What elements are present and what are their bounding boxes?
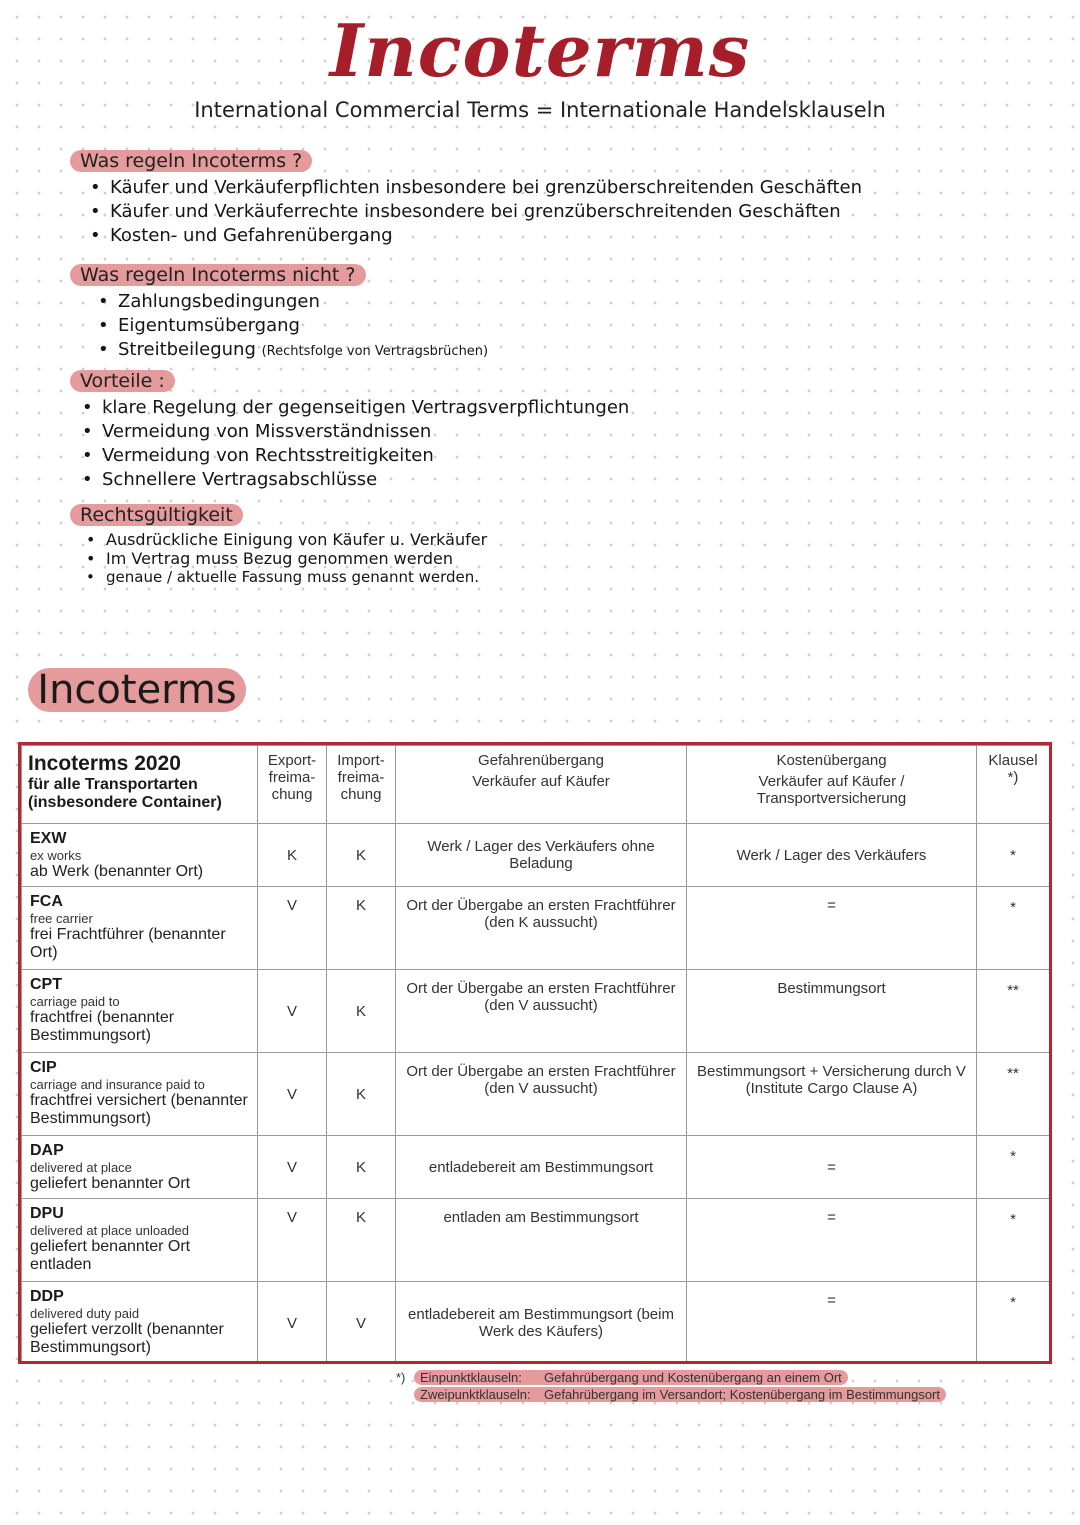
clause-english: free carrier <box>30 911 93 926</box>
clause-german: frachtfrei versichert (benannter Bestimmungsort) <box>30 1092 248 1127</box>
clause-english: delivered duty paid <box>30 1306 140 1321</box>
risk-cell: Ort der Übergabe an ersten Frachtführer (den K aussucht) <box>396 887 687 970</box>
clause-english: carriage and insurance paid to <box>30 1077 205 1092</box>
import-cell: K <box>327 1053 396 1136</box>
clause-type-cell: * <box>977 824 1050 887</box>
clause-type-cell: * <box>977 1282 1050 1365</box>
export-cell: V <box>258 1199 327 1282</box>
incoterms-table-frame <box>18 742 1052 1364</box>
clause-german: geliefert benannter Ort entladen <box>30 1238 191 1273</box>
clause-cell <box>22 1053 258 1136</box>
clause-cell <box>22 1282 258 1365</box>
table-header-row <box>22 746 1050 824</box>
clause-english: delivered at place <box>30 1160 132 1175</box>
header-risk-transfer <box>396 746 687 824</box>
table-section-heading: Incoterms <box>28 668 246 712</box>
export-cell: K <box>258 824 327 887</box>
list-item: • Kosten- und Gefahrenübergang <box>90 224 862 248</box>
risk-cell: entladen am Bestimmungsort <box>396 1199 687 1282</box>
page-subtitle: International Commercial Terms = Internationale Handelsklauseln <box>194 98 886 122</box>
clause-code: FCA <box>30 893 63 910</box>
header-export: Export-freima-chung <box>258 746 327 824</box>
section-heading: Was regeln Incoterms ? <box>70 150 312 172</box>
clause-code: DDP <box>30 1288 64 1305</box>
clause-code: DAP <box>30 1142 64 1159</box>
section-what-incoterms-do-not-regulate <box>70 264 488 364</box>
list-item-text: Streitbeilegung <box>118 339 256 360</box>
footnote-row-one-point <box>396 1369 946 1386</box>
footnote-mark: *) <box>396 1370 406 1385</box>
clause-cell <box>22 887 258 970</box>
footnote-label: Zweipunktklauseln: <box>420 1387 531 1402</box>
header-import: Import-freima-chung <box>327 746 396 824</box>
cost-cell: Bestimmungsort <box>687 970 977 1053</box>
clause-german: frei Frachtführer (benannter Ort) <box>30 926 226 961</box>
page-title: Incoterms <box>329 8 751 93</box>
table-footnote <box>396 1369 946 1403</box>
section-advantages <box>70 370 629 492</box>
section-heading: Was regeln Incoterms nicht ? <box>70 264 366 286</box>
table-row <box>22 970 1050 1053</box>
clause-cell <box>22 1136 258 1199</box>
section-what-incoterms-regulate <box>70 150 862 248</box>
import-cell: K <box>327 970 396 1053</box>
cost-cell: Bestimmungsort + Versicherung durch V (Institute Cargo Clause A) <box>687 1053 977 1136</box>
footnote-text: Gefahrübergang und Kostenübergang an einem Ort <box>544 1370 842 1385</box>
cost-cell: = <box>687 1282 977 1365</box>
export-cell: V <box>258 1053 327 1136</box>
table-row <box>22 1199 1050 1282</box>
table-subtitle: (insbesondere Container) <box>28 794 222 811</box>
footnote-text: Gefahrübergang im Versandort; Kostenübergang im Bestimmungsort <box>544 1387 940 1402</box>
clause-english: ex works <box>30 848 82 863</box>
list-item: • Vermeidung von Missverständnissen <box>82 420 629 444</box>
header-risk-title: Gefahrenübergang <box>478 752 604 769</box>
list-item: • genaue / aktuelle Fassung muss genannt werden. <box>86 568 487 587</box>
clause-english: carriage paid to <box>30 994 120 1009</box>
import-cell: K <box>327 1199 396 1282</box>
export-cell: V <box>258 970 327 1053</box>
list-item: • Käufer und Verkäuferrechte insbesondere bei grenzüberschreitenden Geschäften <box>90 200 862 224</box>
section-heading: Vorteile : <box>70 370 175 392</box>
clause-code: CPT <box>30 976 62 993</box>
list-item: • Eigentumsübergang <box>98 314 488 338</box>
clause-type-cell: * <box>977 1136 1050 1199</box>
header-cost-transfer <box>687 746 977 824</box>
clause-type-cell: ** <box>977 970 1050 1053</box>
cost-cell: = <box>687 887 977 970</box>
risk-cell: Ort der Übergabe an ersten Frachtführer (den V aussucht) <box>396 1053 687 1136</box>
clause-german: geliefert verzollt (benannter Bestimmungsort) <box>30 1321 224 1356</box>
footnote-one-point <box>414 1370 848 1385</box>
list-item: • klare Regelung der gegenseitigen Vertragsverpflichtungen <box>82 396 629 420</box>
clause-cell <box>22 970 258 1053</box>
table-row <box>22 1136 1050 1199</box>
list-item: • Ausdrückliche Einigung von Käufer u. Verkäufer <box>86 530 487 549</box>
clause-german: frachtfrei (benannter Bestimmungsort) <box>30 1009 175 1044</box>
table-row <box>22 824 1050 887</box>
risk-cell: Ort der Übergabe an ersten Frachtführer (den V aussucht) <box>396 970 687 1053</box>
risk-cell: entladebereit am Bestimmungsort <box>396 1136 687 1199</box>
footnote-two-point <box>414 1387 946 1402</box>
list-item: • Zahlungsbedingungen <box>98 290 488 314</box>
header-cost-title: Kostenübergang <box>776 752 887 769</box>
clause-english: delivered at place unloaded <box>30 1223 190 1238</box>
clause-cell <box>22 1199 258 1282</box>
table-row <box>22 887 1050 970</box>
list-item <box>98 338 488 364</box>
header-clause: Klausel *) <box>977 746 1050 824</box>
import-cell: K <box>327 824 396 887</box>
cost-cell: = <box>687 1199 977 1282</box>
import-cell: K <box>327 887 396 970</box>
import-cell: K <box>327 1136 396 1199</box>
footnote-label: Einpunktklauseln: <box>420 1370 522 1385</box>
incoterms-table <box>21 745 1050 1364</box>
list-item-note: (Rechtsfolge von Vertragsbrüchen) <box>261 344 489 359</box>
header-clause-group <box>22 746 258 824</box>
header-risk-subtitle: Verkäufer auf Käufer <box>472 773 610 790</box>
list-item: • Im Vertrag muss Bezug genommen werden <box>86 549 487 568</box>
list-item: • Vermeidung von Rechtsstreitigkeiten <box>82 444 629 468</box>
risk-cell: entladebereit am Bestimmungsort (beim Werk des Käufers) <box>396 1282 687 1365</box>
list-item: • Käufer und Verkäuferpflichten insbesondere bei grenzüberschreitenden Geschäften <box>90 176 862 200</box>
table-title: Incoterms 2020 <box>28 752 181 775</box>
import-cell: V <box>327 1282 396 1365</box>
clause-type-cell: * <box>977 887 1050 970</box>
footnote-row-two-point <box>396 1386 946 1403</box>
clause-cell <box>22 824 258 887</box>
export-cell: V <box>258 1282 327 1365</box>
clause-german: ab Werk (benannter Ort) <box>30 863 204 880</box>
risk-cell: Werk / Lager des Verkäufers ohne Beladung <box>396 824 687 887</box>
cost-cell: Werk / Lager des Verkäufers <box>687 824 977 887</box>
clause-german: geliefert benannter Ort <box>30 1175 191 1192</box>
clause-code: CIP <box>30 1059 57 1076</box>
cost-cell: = <box>687 1136 977 1199</box>
export-cell: V <box>258 1136 327 1199</box>
clause-code: EXW <box>30 830 67 847</box>
table-row <box>22 1053 1050 1136</box>
section-heading: Rechtsgültigkeit <box>70 504 243 526</box>
header-cost-subtitle: Verkäufer auf Käufer / Transportversicherung <box>756 773 907 807</box>
table-row <box>22 1282 1050 1365</box>
list-item: • Schnellere Vertragsabschlüsse <box>82 468 629 492</box>
clause-type-cell: * <box>977 1199 1050 1282</box>
export-cell: V <box>258 887 327 970</box>
clause-type-cell: ** <box>977 1053 1050 1136</box>
clause-code: DPU <box>30 1205 64 1222</box>
table-subtitle: für alle Transportarten <box>28 776 198 793</box>
section-legal-validity <box>70 504 487 587</box>
